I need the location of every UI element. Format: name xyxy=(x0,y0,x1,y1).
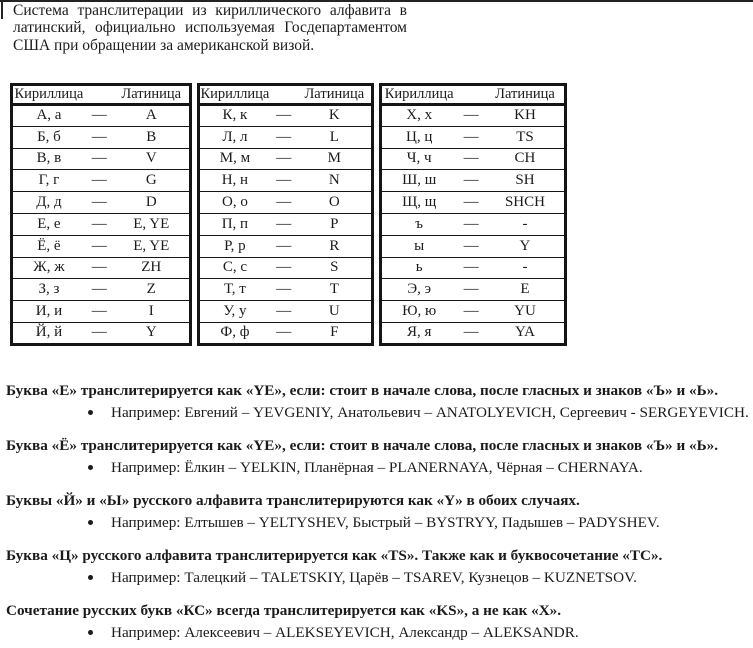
cell-latin: Y xyxy=(486,235,566,257)
cell-cyrillic: Л, л xyxy=(199,126,270,148)
cell-latin: Z xyxy=(114,279,191,301)
cell-latin: S xyxy=(298,257,373,279)
transliteration-table-2 xyxy=(197,83,374,346)
notes-section xyxy=(6,381,753,648)
cell-dash: — xyxy=(270,192,298,214)
cell-dash: — xyxy=(270,105,298,127)
table-row xyxy=(12,301,191,323)
cell-dash: — xyxy=(270,148,298,170)
cell-dash: — xyxy=(276,324,292,341)
note-heading: Сочетание русских букв «КС» всегда транслитерируется как «KS», а не как «X». xyxy=(6,602,562,619)
note-example-line xyxy=(6,568,753,587)
table-header-row xyxy=(381,85,566,105)
cell-latin: T xyxy=(298,279,373,301)
cell-cyrillic: Т, т xyxy=(199,279,270,301)
transliteration-table-1 xyxy=(10,83,192,346)
cell-cyrillic: Н, н xyxy=(199,170,270,192)
table-row xyxy=(12,192,191,214)
cell-cyrillic: ы xyxy=(381,235,457,257)
cell-cyrillic: З, з xyxy=(12,279,85,301)
cell-cyrillic: С, с xyxy=(199,257,270,279)
cell-dash: — xyxy=(85,235,114,257)
cell-cyrillic: М, м xyxy=(199,148,270,170)
cell-latin: SHCH xyxy=(486,192,566,214)
cell-latin: V xyxy=(114,148,191,170)
cell-latin: P xyxy=(298,213,373,235)
cell-latin: E xyxy=(486,279,566,301)
cell-latin: E, YE xyxy=(114,235,191,257)
cell-dash: — xyxy=(456,126,486,148)
note-example-text: Например: Алексеевич – ALEKSEYEVICH, Александр – ALEKSANDR. xyxy=(111,624,579,641)
header-latin: Латиница xyxy=(298,85,373,105)
note-block-y xyxy=(6,491,753,532)
table-row xyxy=(381,105,566,127)
cell-dash: — xyxy=(463,324,479,341)
note-example-text: Например: Талецкий – TALETSKIY, Царёв – TSAREV, Кузнецов – KUZNETSOV. xyxy=(111,569,637,586)
header-cyrillic: Кириллица xyxy=(12,85,85,105)
cell-cyrillic: В, в xyxy=(12,148,85,170)
header-cyrillic: Кириллица xyxy=(381,85,457,105)
cell-dash: — xyxy=(456,257,486,279)
cell-cyrillic: Ф, ф xyxy=(220,324,250,341)
cell-latin: SH xyxy=(486,170,566,192)
cell-dash: — xyxy=(85,105,114,127)
cell-latin: YU xyxy=(486,301,566,323)
table-row xyxy=(381,279,566,301)
table-row xyxy=(199,235,373,257)
bullet-icon xyxy=(88,465,93,470)
cell-dash: — xyxy=(85,170,114,192)
cell-dash: — xyxy=(456,105,486,127)
table-row xyxy=(381,301,566,323)
table-row xyxy=(381,235,566,257)
table-row xyxy=(381,322,566,344)
cell-cyrillic: Г, г xyxy=(12,170,85,192)
bullet-icon xyxy=(88,575,93,580)
note-block-e xyxy=(6,381,753,422)
header-latin: Латиница xyxy=(114,85,191,105)
cell-dash: — xyxy=(85,148,114,170)
table-row xyxy=(381,213,566,235)
table-row xyxy=(199,279,373,301)
cell-cyrillic: Ж, ж xyxy=(12,257,85,279)
cell-dash: — xyxy=(85,213,114,235)
note-example-text: Например: Евгений – YEVGENIY, Анатольевич – ANATOLYEVICH, Сергеевич - SERGEYEVICH. xyxy=(111,404,749,421)
table-row xyxy=(12,235,191,257)
table-row xyxy=(199,170,373,192)
cell-latin: CH xyxy=(486,148,566,170)
table-row xyxy=(199,148,373,170)
bullet-icon xyxy=(88,410,93,415)
cell-latin: D xyxy=(114,192,191,214)
cell-latin: U xyxy=(298,301,373,323)
cell-latin: R xyxy=(298,235,373,257)
header-spacer xyxy=(456,85,486,105)
cell-latin: L xyxy=(298,126,373,148)
note-example-line xyxy=(6,458,753,477)
cell-cyrillic: Р, р xyxy=(199,235,270,257)
cell-cyrillic: Д, д xyxy=(12,192,85,214)
note-block-ks xyxy=(6,601,753,642)
cell-dash: — xyxy=(85,301,114,323)
table-row xyxy=(199,257,373,279)
note-heading: Буква «Ё» транслитерируется как «YE», если: стоит в начале слова, после гласных и знаков «Ъ» и «Ь». xyxy=(6,437,719,454)
cell-latin: E, YE xyxy=(114,213,191,235)
cell-cyrillic: Б, б xyxy=(12,126,85,148)
header-latin: Латиница xyxy=(486,85,566,105)
cell-cyrillic: У, у xyxy=(199,301,270,323)
cell-latin: K xyxy=(298,105,373,127)
cell-cyrillic: А, а xyxy=(12,105,85,127)
table-row xyxy=(199,322,373,344)
table-row xyxy=(12,170,191,192)
table-header-row xyxy=(12,85,191,105)
cell-dash: — xyxy=(456,279,486,301)
cell-dash: — xyxy=(270,301,298,323)
cell-latin: Y xyxy=(145,324,157,341)
table-row xyxy=(199,213,373,235)
cell-latin: A xyxy=(114,105,191,127)
cell-latin: YA xyxy=(514,324,535,341)
note-example-text: Например: Елтышев – YELTYSHEV, Быстрый – BYSTRYY, Падышев – PADYSHEV. xyxy=(111,514,660,531)
cell-dash: — xyxy=(91,324,107,341)
cell-dash: — xyxy=(270,126,298,148)
table-row xyxy=(199,192,373,214)
bullet-icon xyxy=(88,520,93,525)
cell-dash: — xyxy=(85,279,114,301)
cell-latin: O xyxy=(298,192,373,214)
cell-latin: TS xyxy=(486,126,566,148)
table-row xyxy=(12,148,191,170)
cell-cyrillic: Ч, ч xyxy=(381,148,457,170)
cell-cyrillic: Ш, ш xyxy=(381,170,457,192)
table-row xyxy=(199,126,373,148)
table-row xyxy=(381,126,566,148)
table-row xyxy=(12,322,191,344)
cell-latin: KH xyxy=(486,105,566,127)
cell-dash: — xyxy=(85,192,114,214)
cell-dash: — xyxy=(270,213,298,235)
cell-cyrillic: Щ, щ xyxy=(381,192,457,214)
cell-cyrillic: Ц, ц xyxy=(381,126,457,148)
cell-dash: — xyxy=(456,301,486,323)
table-row xyxy=(12,126,191,148)
header-spacer xyxy=(270,85,298,105)
cell-cyrillic: ь xyxy=(381,257,457,279)
cell-cyrillic: Х, х xyxy=(381,105,457,127)
note-example-line xyxy=(6,403,753,422)
cell-latin: - xyxy=(486,213,566,235)
cell-cyrillic: Я, я xyxy=(406,324,432,341)
table-row xyxy=(12,257,191,279)
cell-cyrillic: П, п xyxy=(199,213,270,235)
transliteration-table-3 xyxy=(379,83,567,346)
note-example-text: Например: Ёлкин – YELKIN, Планёрная – PLANERNAYA, Чёрная – CHERNAYA. xyxy=(111,459,643,476)
cell-latin: I xyxy=(114,301,191,323)
cell-dash: — xyxy=(270,170,298,192)
table-row xyxy=(12,279,191,301)
note-example-line xyxy=(6,623,753,642)
cell-cyrillic: О, о xyxy=(199,192,270,214)
cell-latin: ZH xyxy=(114,257,191,279)
bullet-icon xyxy=(88,630,93,635)
cell-dash: — xyxy=(85,257,114,279)
table-row xyxy=(381,257,566,279)
table-row xyxy=(12,213,191,235)
note-heading: Буквы «Й» и «Ы» русского алфавита транслитерируются как «Y» в обоих случаях. xyxy=(6,492,580,509)
table-row xyxy=(381,170,566,192)
cell-dash: — xyxy=(456,235,486,257)
page-left-border-tick xyxy=(1,0,3,19)
cell-dash: — xyxy=(456,148,486,170)
cell-dash: — xyxy=(270,257,298,279)
transliteration-tables xyxy=(10,83,567,346)
cell-cyrillic: К, к xyxy=(199,105,270,127)
cell-latin: G xyxy=(114,170,191,192)
table-header-row xyxy=(199,85,373,105)
note-block-ts xyxy=(6,546,753,587)
cell-dash: — xyxy=(270,279,298,301)
note-block-yo xyxy=(6,436,753,477)
table-row xyxy=(381,192,566,214)
cell-cyrillic: Й, й xyxy=(35,324,63,341)
cell-dash: — xyxy=(270,235,298,257)
cell-latin: M xyxy=(298,148,373,170)
note-example-line xyxy=(6,513,753,532)
cell-latin: F xyxy=(330,324,339,341)
note-heading: Буква «Е» транслитерируется как «YE», если: стоит в начале слова, после гласных и знаков «Ъ» и «Ь». xyxy=(6,382,719,399)
header-spacer xyxy=(85,85,114,105)
cell-cyrillic: Е, е xyxy=(12,213,85,235)
cell-cyrillic: Ё, ё xyxy=(12,235,85,257)
table-row xyxy=(381,148,566,170)
header-cyrillic: Кириллица xyxy=(199,85,270,105)
note-heading: Буква «Ц» русского алфавита транслитерируется как «TS». Также как и буквосочетание «ТС». xyxy=(6,547,663,564)
cell-dash: — xyxy=(456,170,486,192)
cell-cyrillic: Ю, ю xyxy=(381,301,457,323)
cell-cyrillic: И, и xyxy=(12,301,85,323)
cell-dash: — xyxy=(456,213,486,235)
intro-paragraph: Система транслитерации из кириллического алфавита в латинский, официально используемая Госдепартаментом США при обращении за американской визой. xyxy=(13,2,407,54)
cell-dash: — xyxy=(456,192,486,214)
table-row xyxy=(199,301,373,323)
table-row xyxy=(199,105,373,127)
cell-dash: — xyxy=(85,126,114,148)
cell-cyrillic: ъ xyxy=(381,213,457,235)
cell-latin: N xyxy=(298,170,373,192)
table-row xyxy=(12,105,191,127)
cell-latin: B xyxy=(114,126,191,148)
cell-latin: - xyxy=(486,257,566,279)
cell-cyrillic: Э, э xyxy=(381,279,457,301)
